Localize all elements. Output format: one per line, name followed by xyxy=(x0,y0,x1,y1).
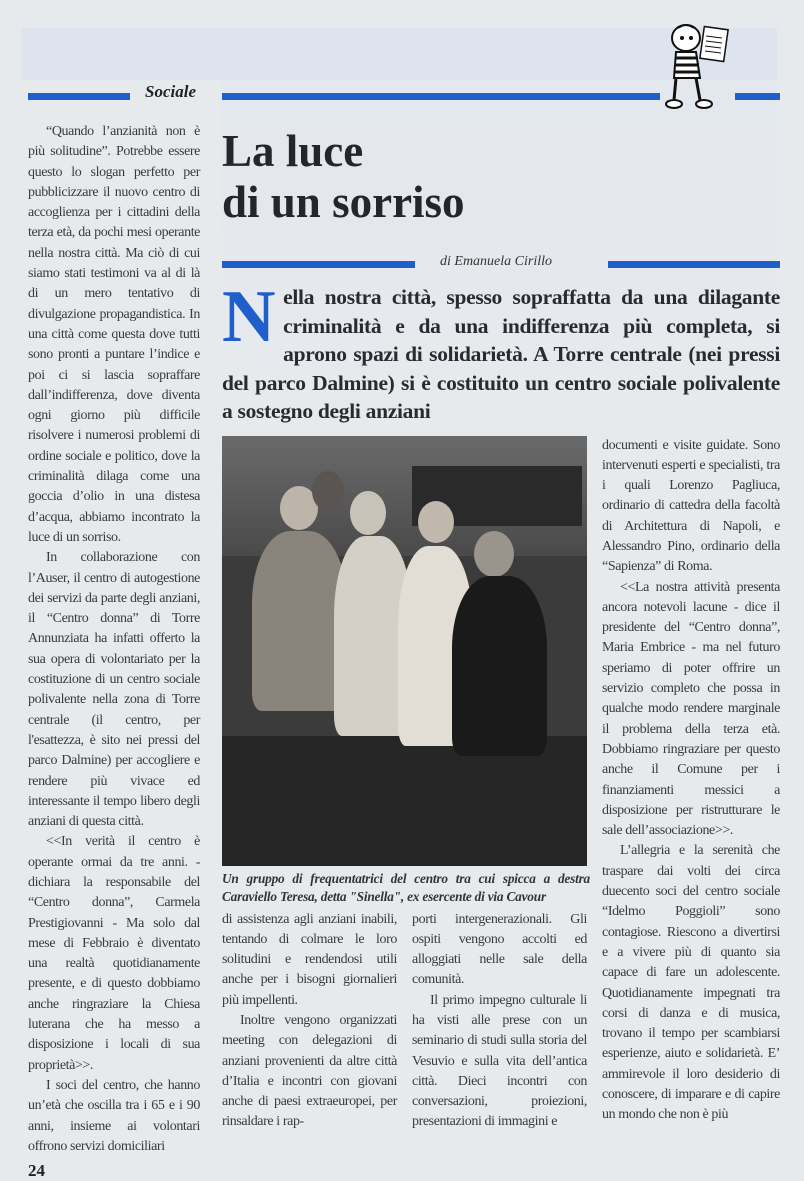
paragraph: di assistenza agli anziani inabili, tentando di colmare le loro solitudini e rendendosi utili anche per i bisogni giornalieri più impellenti. xyxy=(222,911,397,1008)
paragraph: I soci del centro, che hanno un’età che oscilla tra i 65 e i 90 anni, insieme ai volontari offrono servizi domiciliari xyxy=(28,1077,200,1154)
paragraph: <<La nostra attività presenta ancora notevoli lacune - dice il presidente del “Centro donna”, Maria Embrice - ma nel futuro speriamo di poter offrire un servizio completo che possa in qualche modo rendere marginale il problema della terza età. Dobbiamo ringraziare per questo anche il Comune per i finanziamenti messici a disposizione per ristrutturare le sale dell’associazione>>. xyxy=(602,579,780,839)
article-photo xyxy=(222,436,587,866)
section-label: Sociale xyxy=(145,82,196,101)
section-rule-right xyxy=(735,93,780,100)
paragraph: “Quando l’anzianità non è più solitudine”. Potrebbe essere questo lo slogan perfetto per pubblicizzare il nuovo centro di accoglienza per i cittadini della terza età, da pochi mesi operante nella nostra città. Ma ciò di cui siamo stati testimoni va al di là di un mero tentativo di divulgazione propagandistica. In una città come questa dove tutti sono pronti a puntare l’indice e poi ci si lascia sopraffare dall’indifferenza, dove diventa ogni giorno più difficile risolvere i numerosi problemi di ordine sociale e politico, dove la criminalità dilaga come una goccia d’olio in una distesa d’acqua, abbiamo incontrato la luce di un sorriso. xyxy=(28,124,200,545)
title-line: La luce xyxy=(222,126,364,176)
paragraph: <<In verità il centro è operante ormai da tre anni. - dichiara la responsabile del “Centro donna”, Carmela Prestigiovanni - Ma solo dal mese di Febbraio è diventato una realtà quotidianamente presente, e di questo dobbiamo anche ringraziare la Chiesa luterana che ha messo a disposizione i locali di sua proprietà>>. xyxy=(28,834,200,1073)
bottom-columns xyxy=(222,910,587,1133)
article-body xyxy=(222,276,780,1133)
byline-rule-left xyxy=(222,261,415,268)
mascot-icon xyxy=(662,20,734,112)
paragraph: L’allegria e la serenità che traspare dai volti dei circa duecento soci del centro sociale “Idelmo Poggioli” sono contagiose. Riescono a divertirsi e a vivere più di quanto sia capace di fare un adolescente. Quotidianamente impegnati tra corsi di danza e di musica, trovano il tempo per scambiarsi esperienze, aiuto e solidarietà. E’ ammirevole il loro desiderio di conoscere, di imparare e di capire un mondo che non è più xyxy=(602,843,780,1123)
paragraph: In collaborazione con l’Auser, il centro di autogestione dei servizi da parte degli anziani, il “Centro donna” di Torre Annunziata ha infatti offerto la sua opera di volontariato per la costituzione di un centro sociale polivalente nella zona di Torre centrale (il centro, per l'esattezza, è sito nei pressi del parco Dalmine) per accogliere e rendere più vivace ed interessante il tempo libero degli anziani di questa città. xyxy=(28,550,200,830)
article-title xyxy=(222,126,465,228)
section-rule-left xyxy=(28,93,130,100)
paragraph: porti intergenerazionali. Gli ospiti vengono accolti ed alloggiati nelle sale della comunità. xyxy=(412,911,587,988)
left-area xyxy=(28,122,200,1181)
lower-body xyxy=(222,436,780,1133)
column-4 xyxy=(602,436,780,1133)
lead-paragraph xyxy=(222,276,780,426)
section-rule-middle xyxy=(222,93,660,100)
column-3 xyxy=(412,910,587,1133)
paragraph: Inoltre vengono organizzati meeting con delegazioni di anziani provenienti da altre città d’Italia e incontri con giovani anche di paesi extraeuropei, per rinsaldare i rap- xyxy=(222,1012,397,1130)
title-line: di un sorriso xyxy=(222,177,465,227)
lead-text: ella nostra città, spesso sopraffatta da una dilagante criminalità e da una indifferenza più completa, si aprono spazi di solidarietà. A Torre centrale (nei pressi del parco Dalmine) si è costituito un centro sociale polivalente a sostegno degli anziani xyxy=(222,285,780,423)
photo-caption: Un gruppo di frequentatrici del centro tra cui spicca a destra Caraviello Teresa, detta "Sinella", ex esercente di via Cavour xyxy=(222,870,590,904)
byline: di Emanuela Cirillo xyxy=(440,254,552,269)
byline-rule-right xyxy=(608,261,780,268)
column-2 xyxy=(222,910,397,1133)
photo-and-columns xyxy=(222,436,590,1133)
paragraph: Il primo impegno culturale li ha visti alle prese con un seminario di studi sulla storia del Vesuvio e sulla vita dell’antica città. Dieci incontri con conversazioni, proiezioni, presentazioni di immagini e xyxy=(412,992,587,1130)
drop-cap: N xyxy=(222,276,276,358)
paragraph: documenti e visite guidate. Sono intervenuti esperti e specialisti, tra i quali Lorenzo Pagliuca, ordinario di cattedra della facoltà di Architettura di Napoli, e Alessandro Pino, ordinario della “Sapienza” di Roma. xyxy=(602,437,780,575)
column-1 xyxy=(28,122,200,1157)
page-number: 24 xyxy=(28,1161,45,1181)
